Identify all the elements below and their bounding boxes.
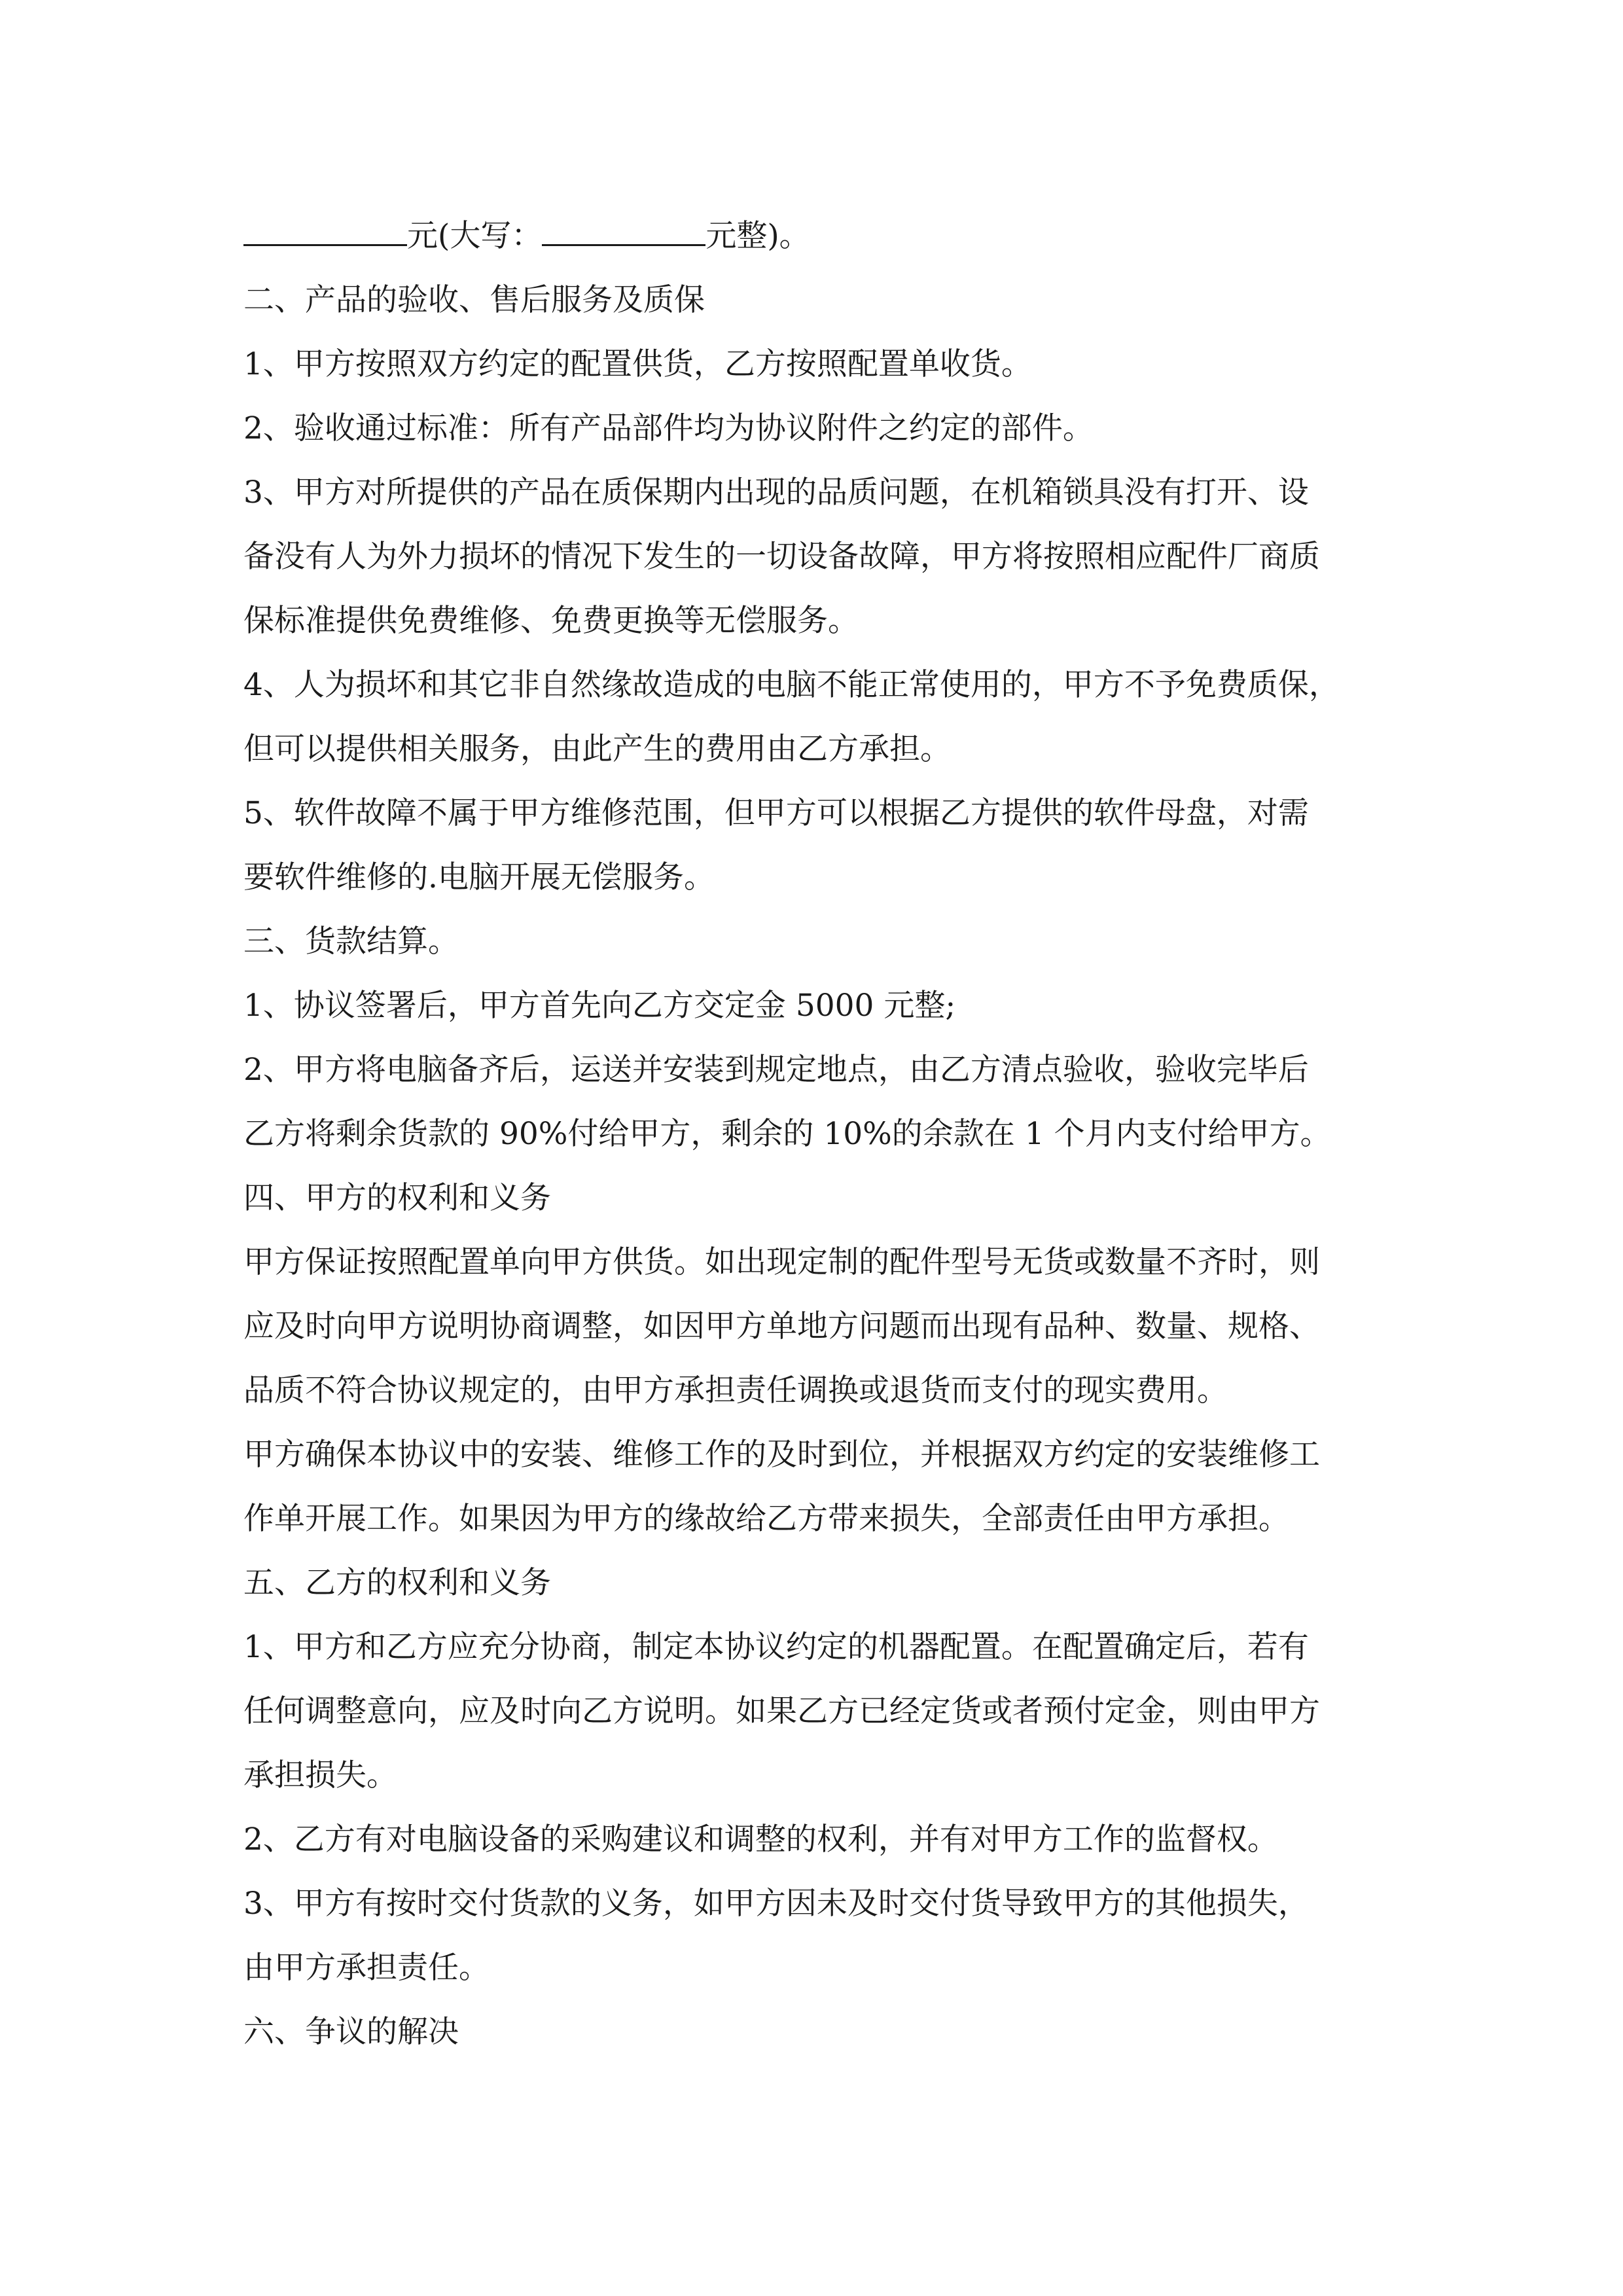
- text-line: 应及时向甲方说明协商调整，如因甲方单地方问题而出现有品种、数量、规格、: [243, 1308, 1320, 1344]
- text-line: 1、甲方按照双方约定的配置供货，乙方按照配置单收货。: [243, 346, 1032, 382]
- section-heading-6: 六、争议的解决: [243, 2014, 459, 2050]
- section-heading-4: 四、甲方的权利和义务: [243, 1180, 551, 1216]
- text-line: 1、甲方和乙方应充分协商，制定本协议约定的机器配置。在配置确定后，若有: [243, 1629, 1309, 1665]
- text-line: 1、协议签署后，甲方首先向乙方交定金 5000 元整;: [243, 988, 956, 1024]
- text-line: 要软件维修的.电脑开展无偿服务。: [243, 859, 715, 895]
- text-line: 由甲方承担责任。: [243, 1950, 490, 1986]
- text-line: 乙方将剩余货款的 90%付给甲方，剩余的 10%的余款在 1 个月内支付给甲方。: [243, 1116, 1331, 1152]
- text-line: 承担损失。: [243, 1757, 397, 1793]
- text-line: 但可以提供相关服务，由此产生的费用由乙方承担。: [243, 731, 951, 767]
- section-heading-2: 二、产品的验收、售后服务及质保: [243, 282, 705, 318]
- amount-unit-2: 元整)。: [705, 218, 810, 254]
- text-line: 5、软件故障不属于甲方维修范围，但甲方可以根据乙方提供的软件母盘，对需: [243, 795, 1309, 831]
- text-line: 2、乙方有对电脑设备的采购建议和调整的权利，并有对甲方工作的监督权。: [243, 1821, 1278, 1857]
- text-line: 2、甲方将电脑备齐后，运送并安装到规定地点，由乙方清点验收，验收完毕后: [243, 1052, 1309, 1088]
- text-line: 作单开展工作。如果因为甲方的缘故给乙方带来损失，全部责任由甲方承担。: [243, 1501, 1289, 1537]
- text-line: 任何调整意向，应及时向乙方说明。如果乙方已经定货或者预付定金，则由甲方: [243, 1693, 1320, 1729]
- text-line: 品质不符合协议规定的，由甲方承担责任调换或退货而支付的现实费用。: [243, 1372, 1228, 1408]
- text-line: 4、人为损坏和其它非自然缘故造成的电脑不能正常使用的，甲方不予免费质保，: [243, 667, 1340, 703]
- text-line: 备没有人为外力损坏的情况下发生的一切设备故障，甲方将按照相应配件厂商质: [243, 539, 1320, 575]
- amount-blank-1: [243, 218, 407, 246]
- amount-unit-1: 元(大写：: [407, 218, 543, 254]
- text-line: 3、甲方对所提供的产品在质保期内出现的品质问题，在机箱锁具没有打开、设: [243, 475, 1309, 511]
- document-body: [243, 204, 1408, 2064]
- amount-line: [243, 204, 1408, 268]
- text-line: 保标准提供免费维修、免费更换等无偿服务。: [243, 603, 859, 639]
- section-heading-3: 三、货款结算。: [243, 924, 459, 960]
- text-line: 3、甲方有按时交付货款的义务，如甲方因未及时交付货导致甲方的其他损失，: [243, 1886, 1309, 1922]
- section-heading-5: 五、乙方的权利和义务: [243, 1565, 551, 1601]
- amount-blank-2: [542, 218, 705, 246]
- text-line: 2、验收通过标准：所有产品部件均为协议附件之约定的部件。: [243, 410, 1094, 446]
- text-line: 甲方确保本协议中的安装、维修工作的及时到位，并根据双方约定的安装维修工: [243, 1437, 1320, 1473]
- text-line: 甲方保证按照配置单向甲方供货。如出现定制的配件型号无货或数量不齐时，则: [243, 1244, 1320, 1280]
